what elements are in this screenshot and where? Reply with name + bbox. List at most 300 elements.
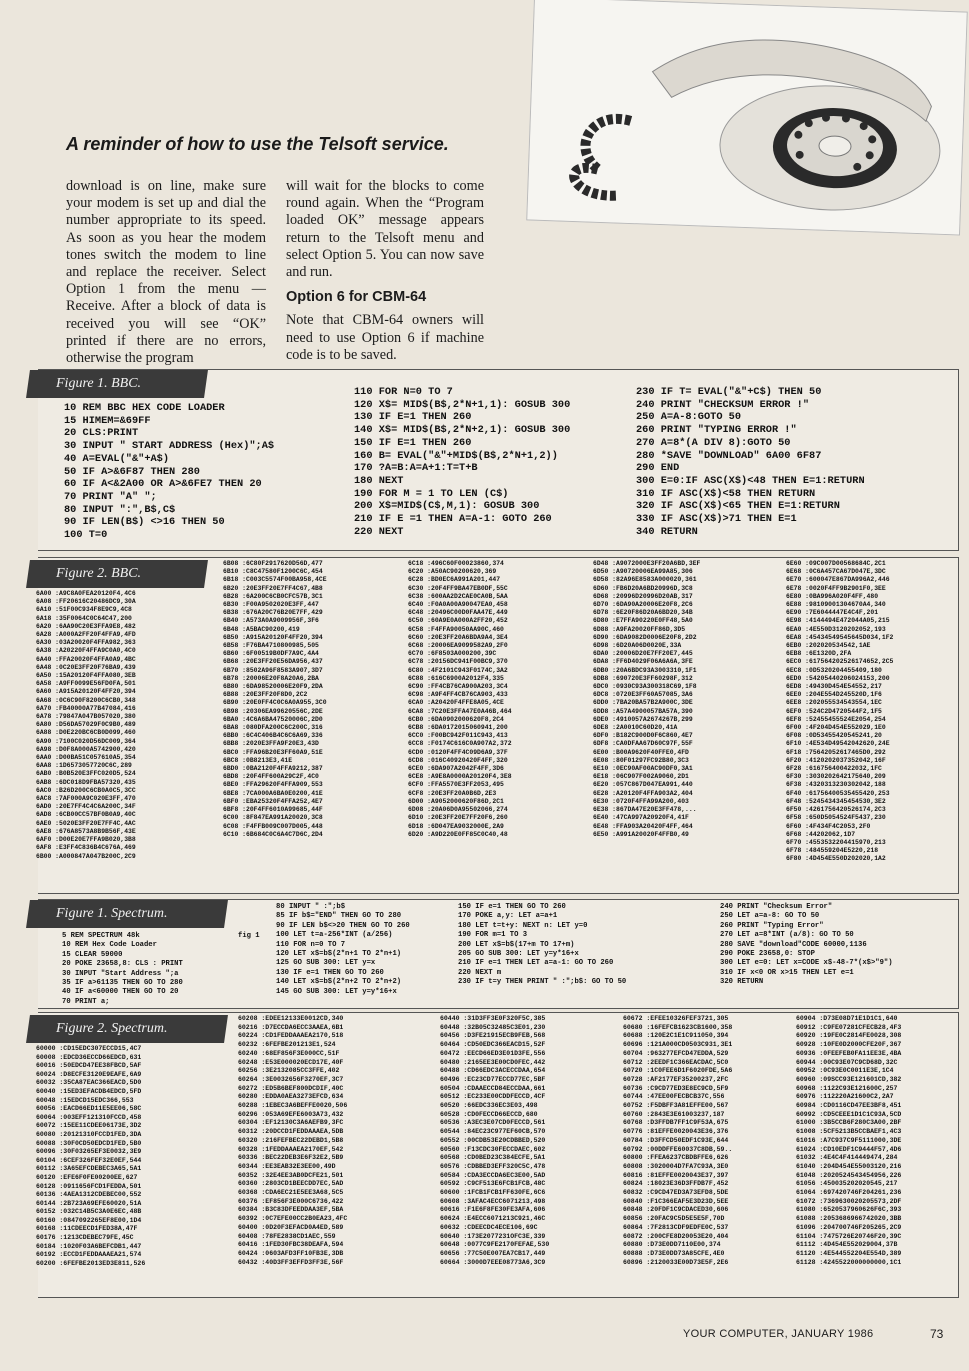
code-line: 61040 :204D454E55003120,216 <box>796 1162 902 1170</box>
code-line: 30 INPUT "Start Address ";a <box>62 969 179 978</box>
code-line: 60600 :1FCB1FCB1FF630FE,6C6 <box>440 1189 546 1197</box>
code-line: 6AE8 :676A8573A8B9B56F,43E <box>36 827 136 835</box>
code-line: 60800 :FFEA6237CBDBFFE6,626 <box>623 1154 729 1162</box>
code-line: 60928 :10FE0D2000CFE20F,367 <box>796 1041 902 1049</box>
code-line: 140 LET x$=b$(2*n+2 TO 2*n+2) <box>276 978 402 987</box>
code-line: 61128 :4245522000000000,1C1 <box>796 1258 902 1266</box>
code-line: 60280 :EDDA0AEA3273EFCD,634 <box>238 1093 344 1101</box>
code-line: 60264 :3E0032656F3270EF,3C7 <box>238 1075 344 1083</box>
code-line: 6B68 :20E3FF20E56DA956,437 <box>223 658 323 666</box>
code-line: 6A18 :35F0064C0C64C47,200 <box>36 614 132 622</box>
code-line: 60872 :200CFE8D20053E20,404 <box>623 1232 729 1240</box>
code-line: 60584 :CDA3ECCDA6EC3E00,5AD <box>440 1171 546 1179</box>
code-line: 6C48 :20496C00D0FAA47E,449 <box>408 609 508 617</box>
code-line: 60008 :EDCD36ECCD66EDCD,631 <box>36 1053 142 1061</box>
code-line: 6AD0 :20E7FF4C4C6A200C,34F <box>36 803 136 811</box>
code-line: 6BE8 :7CA000A6BA0E0200,41E <box>223 789 323 797</box>
code-line: 170 ?A=B:A=A+1:T=T+B <box>354 462 478 475</box>
figure2-spectrum-hex-col4 <box>623 1015 732 1267</box>
code-line: 6ED0 :54205440206024153,200 <box>786 674 890 682</box>
figure2-bbc-hex-col2 <box>223 560 327 839</box>
code-line: 140 X$= MID$(B$,2*N+2,1): GOSUB 300 <box>354 424 571 437</box>
code-line: 6D10 :20E3FF20E7FF20F6,260 <box>408 814 508 822</box>
code-line: 40 IF a<60000 THEN GO TO 20 <box>62 988 179 997</box>
code-line: 61032 :4E4C4F414449474,284 <box>796 1154 898 1162</box>
code-line: 6F58 :650D5054524F5437,230 <box>786 814 886 822</box>
code-line: 60496 :EC23CD77ECCD77EC,5BF <box>440 1075 546 1083</box>
code-line: 6C18 :496C60F00023860,374 <box>408 560 504 567</box>
code-line: 6AC0 :B26D200C6CB0A0C5,3CC <box>36 786 136 794</box>
code-line: 6EC8 :0D5320204455409,180 <box>786 666 882 674</box>
code-line: 60216 :D7ECCDA6ECC3AAEA,6B1 <box>238 1023 344 1031</box>
code-line: 6A70 :FB40000A77B47084,416 <box>36 704 136 712</box>
code-line: 20 CLS:PRINT <box>64 427 139 440</box>
code-line: 6AB8 :6DC018D9FBA57320,435 <box>36 778 136 786</box>
code-line: 60624 :E4ECC6071213C921,46C <box>440 1215 546 1223</box>
code-line: 6A08 :FF20616C20486DC9,30A <box>36 598 136 606</box>
code-line: 80 INPUT ":",B$,C$ <box>64 503 176 516</box>
code-line: 60848 :20FDF1C9CDACED30,606 <box>623 1206 729 1214</box>
code-line: 6E50 :A991A20020F4FFB0,49 <box>593 830 689 838</box>
code-line: 6EC0 :617564202526174652,2C5 <box>786 658 894 666</box>
code-line: 6F38 :4320313230302042,188 <box>786 781 886 789</box>
code-line: 60664 :3000D7EEE08773A6,3C9 <box>440 1258 546 1266</box>
code-line: 320 RETURN <box>720 978 764 987</box>
code-line: 6C50 :60A9E0A000A2FF20,452 <box>408 617 508 625</box>
code-line: 60248 :E53E000020ECD17E,40F <box>238 1058 344 1066</box>
code-line: 60464 :CD50EDC366EACD15,52F <box>440 1041 546 1049</box>
code-line: 6E90 :7E6044447E4C4F,201 <box>786 609 879 617</box>
code-line: 6CE8 :A9E8A0000A20120F4,3E8 <box>408 773 512 781</box>
code-line: 60552 :00CDB53E20CDBBED,520 <box>440 1136 546 1144</box>
code-line: 60128 :0911656FCD1FEDDA,501 <box>36 1182 142 1190</box>
code-line: 6C68 :20006EA9099582A9,2F0 <box>408 642 508 650</box>
telephone-photo <box>526 0 968 236</box>
figure2-bbc-hex-col1 <box>36 590 136 861</box>
code-line: 60880 :D73E0DD7110E00,374 <box>623 1241 721 1249</box>
code-line: 6C30 :20F4FF9BA47EB0DF,55C <box>408 584 508 592</box>
code-line: 6A20 :6AA90C20E3FFA9E8,482 <box>36 622 136 630</box>
code-line: 6B48 :A5BAC90200,419 <box>223 625 300 633</box>
code-line: 60656 :77C50E007EA7CB17,449 <box>440 1249 546 1257</box>
code-line: 60824 :18023E36D3FFDB7F,452 <box>623 1180 729 1188</box>
code-line: 6E38 :867DA47E20E3FF478,... <box>593 806 697 814</box>
code-line: 6B90 :20E0FF4C0C6A0A955,3C0 <box>223 699 327 707</box>
code-line: 60912 :C9FE07281CFECB28,4F3 <box>796 1023 902 1031</box>
code-line: 6D60 :FB6D20A6BD20996D,3C8 <box>593 584 693 592</box>
code-line: 60736 :C9CD77ED3E8EC9CD,5F9 <box>623 1084 729 1092</box>
code-line: 340 RETURN <box>636 525 698 538</box>
code-line: 60544 :84EC23C977EF60CB,570 <box>440 1128 546 1136</box>
code-line: 60680 :16FEFCB1623CB1600,358 <box>623 1023 733 1031</box>
code-line: 6D48 :A9072000E3FF20A6BD,3EF <box>593 560 701 567</box>
code-line: 60296 :053A69EFE6003A73,432 <box>238 1110 344 1118</box>
code-line: 60088 :30F0CD50EDCD1FED,5B0 <box>36 1139 142 1147</box>
code-line: 35 IF a>61135 THEN GO TO 280 <box>62 979 183 988</box>
code-line: 60152 :032C14B5C3A0E6EC,48B <box>36 1208 142 1216</box>
code-line: 60224 :CD1FEDDAAAEA2170,518 <box>238 1032 344 1040</box>
figure1-spectrum-code-col2 <box>276 903 410 997</box>
code-line: 60352 :32E4EE3AB0DCFE21,501 <box>238 1171 344 1179</box>
code-line: 6AF8 :E3FF4C836B4C676A,469 <box>36 844 136 852</box>
code-line: 6F80 :4D454E550D202020,1A2 <box>786 855 886 863</box>
code-line: 60160 :0847092265EF8E00,1D4 <box>36 1216 142 1224</box>
code-line: 61064 :697420746F204261,236 <box>796 1189 902 1197</box>
code-line: 60344 :EE3EAB32E3EE00,49D <box>238 1162 336 1170</box>
code-line: 60032 :35CA87EAC366EACD,5D0 <box>36 1079 142 1087</box>
code-line: 6AA8 :1D6573057720C6C,289 <box>36 762 132 770</box>
code-line: 6D50 :A90720006EA99A85,306 <box>593 568 693 576</box>
code-line: 6B28 :6A200C6CB0CFC57B,3C1 <box>223 592 323 600</box>
figure1-spectrum-panel <box>38 899 959 1009</box>
code-line: 60424 :0603AFD3FF10FB3E,3DB <box>238 1249 344 1257</box>
code-line: 60616 :F1E6F8FE30FE3AFA,606 <box>440 1206 546 1214</box>
code-line: 60504 :CDAAECCD84ECCDAA,661 <box>440 1084 546 1092</box>
code-line: 6E78 :0020F4FF9B2901F0,3EE <box>786 584 886 592</box>
figure2-spectrum-hex-col5 <box>796 1015 901 1267</box>
article-headline: A reminder of how to use the Telsoft service. <box>66 134 449 154</box>
code-line: 6AD8 :6CB00CC57BF0B0A9,40C <box>36 811 136 819</box>
code-line: 6EA8 :45434549545645D034,1F2 <box>786 633 894 641</box>
code-line: 6D68 :20996D20996D20AB,317 <box>593 592 693 600</box>
code-line: 280 *SAVE "DOWNLOAD" 6A00 6F87 <box>636 449 822 462</box>
code-line: 6C38 :600AA2D2CAE0CA0B,5AA <box>408 592 508 600</box>
code-line: 6EB0 :202020534542,1AE <box>786 642 871 650</box>
code-line: 6BA8 :080DFA200C6C200C,316 <box>223 724 323 732</box>
code-line: 6CE0 :6DA907A2042F4FF,3D6 <box>408 765 504 773</box>
code-line: 6BF0 :EBA25320F4FFA252,4E7 <box>223 797 323 805</box>
code-line: 6E08 :80F01297FC92B80,3C3 <box>593 756 689 764</box>
code-line: 60720 :1C0FEE6D1F6020FDE,5A6 <box>623 1067 733 1075</box>
code-line: 60792 :00DDFFE60037C8DB,59.. <box>623 1145 733 1153</box>
code-line: 70 PRINT "A" "; <box>64 490 157 503</box>
figure2-spectrum-hex-col3 <box>440 1015 549 1267</box>
code-line: 60144 :2B723A69EFE60020,51A <box>36 1199 142 1207</box>
code-line: 60696 :121A000CD0503C931,3E1 <box>623 1041 733 1049</box>
code-line: 250 A=A-8:GOTO 50 <box>636 411 742 424</box>
code-line: 6D88 :A9FA20020FF86D,3D5 <box>593 625 686 633</box>
code-line: 330 IF ASC(X$)>71 THEN E=1 <box>636 513 797 526</box>
code-line: 6C88 :616C6900A2012F4,335 <box>408 674 504 682</box>
code-line: 6F28 :616756400422032,1FC <box>786 765 882 773</box>
code-line: 60816 :81EFFE0020043E37,397 <box>623 1171 729 1179</box>
code-line: 6AE0 :5020E3FF20E7FF4C,4AC <box>36 819 136 827</box>
code-line: 190 FOR M = 1 TO LEN (C$) <box>354 487 509 500</box>
code-line: 10 REM BBC HEX CODE LOADER <box>64 402 225 414</box>
code-line: 6D90 :6DA9082D0006E20F8,2D2 <box>593 633 697 641</box>
code-line: 60672 :EFEE10326FEF3721,305 <box>623 1015 729 1022</box>
code-line: 6B70 :8502A96F8583A907,3D7 <box>223 666 323 674</box>
code-line: 60408 :78FE2838CD1AEC,559 <box>238 1232 336 1240</box>
code-line: 6A58 :A9FF0099E56FD0FA,501 <box>36 680 136 688</box>
code-line: 60456 :D3FE21915ECB9FEB,568 <box>440 1032 546 1040</box>
code-line: 60080 :20121310FCCD1FED,3DA <box>36 1130 142 1138</box>
code-line: 300 LET e=0: LET x=CODE x$-48-7*(x$>"9") <box>720 959 893 968</box>
code-line: 60952 :0C93E0C0011E3E,1C4 <box>796 1067 894 1075</box>
code-line: 130 IF e=1 THEN GO TO 260 <box>276 968 384 977</box>
code-line: 60968 :1122C93E121600C,257 <box>796 1084 898 1092</box>
code-line: 6AA0 :D00BA51C057610A5,354 <box>36 754 136 762</box>
code-line: 6A50 :15A20120F4FFA080,3EB <box>36 672 136 680</box>
code-line: 60304 :EF12130C3A6AEFB9,3FC <box>238 1119 344 1127</box>
code-line: 6B30 :F00A9502020E3FF,447 <box>223 601 319 609</box>
code-line: 6DF0 :B182C900D0F6C860,4E7 <box>593 732 693 740</box>
code-line: 61024 :CD10EDF1C9444F57,4D6 <box>796 1145 902 1153</box>
code-line: 61016 :A7C937C9F5111000,3DE <box>796 1136 902 1144</box>
article-column-2 <box>286 178 484 364</box>
code-line: 205 GO SUB 300: LET y=y*16+x <box>458 950 579 959</box>
figure2-bbc-title: Figure 2. BBC. <box>56 566 142 581</box>
code-line: 60896 :2120033E00D73E5F,2E6 <box>623 1258 729 1266</box>
code-line: 60240 :68EF856F3E000CC,51F <box>238 1049 340 1057</box>
code-line: 60472 :EECD66ED3E01D3FE,556 <box>440 1049 546 1057</box>
code-line: 6E68 :0C6A457CA67D047E,3DC <box>786 568 886 576</box>
code-line: 60048 :15EDCD15EDC366,553 <box>36 1096 134 1104</box>
code-line: 6B50 :A915A20120F4FF20,394 <box>223 633 323 641</box>
code-line: 6F18 :75642052617465D0,292 <box>786 748 886 756</box>
code-line: 6EE0 :204E554D245520D,1F6 <box>786 691 882 699</box>
code-line: 6CB0 :6DA0902000620F8,2C4 <box>408 715 504 723</box>
code-line: 6E28 :A20120F4FFA903A2,404 <box>593 789 693 797</box>
code-line: 60536 :A3EC3E07CD0FECCD,561 <box>440 1119 546 1127</box>
code-line: 6EA0 :4E550D3120202052,193 <box>786 625 886 633</box>
code-line: 60440 :31D3FF3E0F320F5C,385 <box>440 1015 546 1022</box>
code-line: 310 IF x<0 OR x>15 THEN LET e=1 <box>720 968 854 977</box>
code-line: 70 PRINT a; <box>62 997 110 1006</box>
code-line: 60480 :2165EE3E00CD0FEC,442 <box>440 1058 546 1066</box>
figure2-bbc-hex-col4 <box>593 560 700 839</box>
code-line: 6DC8 :0720E3FF60A57085,3A6 <box>593 691 693 699</box>
code-line: 60944 :00C93E07C9CD68D,32C <box>796 1058 898 1066</box>
code-line: 6B58 :F76BA4710800985,505 <box>223 642 319 650</box>
code-line: 6F20 :4120202037352042,16F <box>786 756 886 764</box>
code-line: 60184 :1020F03A6BEFCDB1,447 <box>36 1242 142 1250</box>
code-line: 6DB0 :20A6BDC93A3003310,1F1 <box>593 666 697 674</box>
code-line: 250 LET a=a-8: GO TO 50 <box>720 912 820 921</box>
code-line: 230 IF T= EVAL("&"+C$) THEN 50 <box>636 386 822 398</box>
code-line: 61056 :450035202020545,217 <box>796 1180 898 1188</box>
code-line: 60688 :120E2C1E1C911050,394 <box>623 1032 729 1040</box>
figure2-bbc-hex-col3 <box>408 560 512 839</box>
code-line: 10 REM Hex Code Loader <box>62 941 157 950</box>
code-line: 60432 :40D3FF3EFFD3FF3E,56F <box>238 1258 344 1266</box>
code-line: 100 LET t=a-256*INT (a/256) <box>276 931 393 940</box>
code-line: 6B38 :676A20C76B20E7FF,429 <box>223 609 323 617</box>
figure1-spectrum-fig-tag: fig 1 <box>238 932 260 940</box>
code-line: 150 IF E=1 THEN 260 <box>354 436 472 449</box>
code-line: 6DB8 :690720E3FF60298F,312 <box>593 674 693 682</box>
figure2-bbc-panel <box>38 557 959 894</box>
code-line: 60288 :1EBEC3A6BEFFE0020,506 <box>238 1102 348 1110</box>
code-line: 6DC0 :0930C93A300318C69,1F8 <box>593 683 697 691</box>
code-line: 210 IF e=1 THEN LET a=a-1: GO TO 260 <box>458 959 614 968</box>
figure1-bbc-code-col3 <box>636 386 865 538</box>
code-line: 6CF8 :20E3FF20A0B6D,2E3 <box>408 789 497 797</box>
code-line: 6B08 :6C80F2917620D56D,477 <box>223 560 323 567</box>
code-line: 6A48 :0C20E3FF20F76BA9,439 <box>36 663 136 671</box>
code-line: 60040 :15ED3EFACDB4EDCD,5FD <box>36 1087 142 1095</box>
code-line: 60448 :32B05C32485C3E01,230 <box>440 1023 546 1031</box>
code-line: 6CD8 :016C40920420F4FF,320 <box>408 756 508 764</box>
code-line: 6E10 :0EC90AF00AC90DF0,3A1 <box>593 765 693 773</box>
code-line: 220 NEXT m <box>458 968 502 977</box>
code-line: 6E70 :600047E867DA996A2,446 <box>786 576 890 584</box>
code-line: 320 IF ASC(X$)<65 THEN E=1:RETURN <box>636 500 840 513</box>
code-line: 90 IF LEN b$<>20 THEN GO TO 260 <box>276 921 410 930</box>
figure2-spectrum-hex-col2 <box>238 1015 347 1267</box>
code-line: 6D70 :6DA90A20006E20F8,2C6 <box>593 601 693 609</box>
code-line: 180 LET t=t+y: NEXT n: LET y=0 <box>458 921 588 930</box>
code-line: 210 IF E =1 THEN A=A-1: GOTO 260 <box>354 513 552 526</box>
code-line: 60232 :6FEFBE201213E1,524 <box>238 1041 336 1049</box>
code-line: 60512 :EC233E00CDDFECCD,4CF <box>440 1093 546 1101</box>
code-line: 61048 :2020524543454956,226 <box>796 1171 902 1179</box>
code-line: 6C00 :8F847EA991A20020,3C8 <box>223 814 323 822</box>
code-line: 6BA0 :4C6A6BA47520006C,2D0 <box>223 715 323 723</box>
figure1-spectrum-code-col3 <box>458 903 626 988</box>
code-line: 6BC0 :FFA96B20E3FF60A9,51E <box>223 748 323 756</box>
code-line: 125 GO SUB 300: LET y=x <box>276 959 376 968</box>
code-line: 6C58 :F4FFA90050AA90C,460 <box>408 625 504 633</box>
code-line: 61080 :6520537960626F6C,393 <box>796 1206 902 1214</box>
code-line: 6A98 :D0F8A000A5742900,420 <box>36 745 136 753</box>
code-line: 6F70 :4553532204415970,213 <box>786 838 886 846</box>
code-line: 60560 :F13CDC30FECCDAEC,602 <box>440 1145 546 1153</box>
code-line: 6F10 :4E534D49542042620,24E <box>786 740 890 748</box>
code-line: 110 FOR N=0 TO 7 <box>354 386 453 398</box>
code-line: 60192 :ECCD1FEDDAAAEA21,574 <box>36 1251 142 1259</box>
code-line: 60632 :CDEECDC4ECE106,69C <box>440 1223 538 1231</box>
code-line: 6B10 :C8C47580F1200C6C,454 <box>223 568 323 576</box>
code-line: 60744 :47EE00FECBCB37C,556 <box>623 1093 725 1101</box>
code-line: 6DD0 :7BA20BA57B2A900C,3DE <box>593 699 693 707</box>
code-line: 60608 :3AFAC4ECC6071213,498 <box>440 1197 546 1205</box>
code-line: 6E40 :47CA997A20920F4,41F <box>593 814 689 822</box>
code-line: 6A38 :A20220F4FFA9C0A0,4C0 <box>36 647 136 655</box>
code-line: 6C20 :A50AC90200620,369 <box>408 568 497 576</box>
figure1-spectrum-title: Figure 1. Spectrum. <box>56 906 168 921</box>
code-line: 60400 :0D20F3EFACD0A4ED,589 <box>238 1223 344 1231</box>
figure1-spectrum-banner <box>26 900 228 928</box>
code-line: 60376 :EF856F3E000C6736,422 <box>238 1197 344 1205</box>
code-line: 6F68 :44202062,1D7 <box>786 830 856 838</box>
code-line: 290 END <box>636 462 680 475</box>
code-line: 220 NEXT <box>354 525 404 538</box>
code-line: 260 PRINT "Typing Error" <box>720 921 824 930</box>
code-line: 6A28 :A000A2FF20F4FFA9,4FD <box>36 631 136 639</box>
code-line: 6F78 :484559204E5220,218 <box>786 847 879 855</box>
code-line: 6DA8 :FF6D4029F06A6A6A,3FE <box>593 658 693 666</box>
code-line: 6F40 :61756400535455420,253 <box>786 789 890 797</box>
code-line: 130 IF E=1 THEN 260 <box>354 411 472 424</box>
code-line: 6B98 :20306EA99620556C,2DE <box>223 707 323 715</box>
code-line: 240 PRINT "Checksum Error" <box>720 903 833 911</box>
code-line: 6EF0 :524C2D4720544F2,1F5 <box>786 707 882 715</box>
code-line: 6BB8 :2020E3FFA9F20E3,43D <box>223 740 319 748</box>
code-line: 6EB8 :6E1320D,2FA <box>786 650 852 658</box>
figure1-bbc-title: Figure 1. BBC. <box>56 376 142 391</box>
figure2-spectrum-banner <box>26 1015 228 1043</box>
code-line: 270 A=8*(A DIV 8):GOTO 50 <box>636 436 791 449</box>
code-line: 50 IF A>&6F87 THEN 280 <box>64 465 200 478</box>
code-line: 6A10 :51F00C934F8E9C9,4C8 <box>36 606 132 614</box>
code-line: 6E18 :06C907F002A9060,2D1 <box>593 773 689 781</box>
code-line: 6C28 :BD0EC6A991A201,447 <box>408 576 501 584</box>
code-line: 270 LET a=8*INT (a/8): GO TO 50 <box>720 931 854 940</box>
code-line: 6AC8 :7AF000A9C020E3FF,470 <box>36 795 136 803</box>
code-line: 200 X$=MID$(C$,M,1): GOSUB 300 <box>354 500 540 513</box>
code-line: 6B00 :A000847A047B200C,2C9 <box>36 852 136 860</box>
figure2-bbc-hex-col5 <box>786 560 893 864</box>
code-line: 6E48 :FFA903A20420F4FF,464 <box>593 822 693 830</box>
code-line: 290 POKE 23658,0: STOP <box>720 950 815 959</box>
code-line: 60312 :20DCCD1FEDDAAAEA,5DB <box>238 1128 344 1136</box>
code-line: 6A00 :A9C8A0FEA20120F4,4C6 <box>36 590 136 597</box>
code-line: 60936 :0FEEFEB0FA11EE3E,4BA <box>796 1049 902 1057</box>
code-line: 60176 :1213CDEBEC79FE,45C <box>36 1234 134 1242</box>
code-line: 6EE8 :202055534543554,1EC <box>786 699 882 707</box>
code-line: 61000 :3B5CCB6F280C3A00,2BF <box>796 1119 902 1127</box>
code-line: 15 CLEAR 59000 <box>62 950 123 959</box>
code-line: 80 INPUT " :";b$ <box>276 903 346 911</box>
code-line: 60112 :3A65EFCDEBEC3A65,5A1 <box>36 1165 142 1173</box>
code-line: 60784 :D3FFCD50EDF1C93E,644 <box>623 1136 729 1144</box>
code-line: 190 FOR m=1 TO 3 <box>458 931 528 940</box>
code-line: 6DD8 :A57A4900057BA57A,390 <box>593 707 693 715</box>
code-line: 6D98 :6D20A06D0020E,33A <box>593 642 682 650</box>
code-line: 60856 :20FAC9C5D5E5E5F,70D <box>623 1215 725 1223</box>
code-line: 160 B= EVAL("&"+MID$(B$,2*N+1,2)) <box>354 449 558 462</box>
code-line: 6B80 :6DA98520006E20F9,2DA <box>223 683 323 691</box>
code-line: 60864 :7F2813CDF9EDFE0C,537 <box>623 1223 729 1231</box>
code-line: 6C78 :20156DC941F00BC9,370 <box>408 658 508 666</box>
code-line: 260 PRINT "TYPING ERROR !" <box>636 424 797 437</box>
code-line: 6A80 :D56DA57029F0C9B0,489 <box>36 721 136 729</box>
code-line: 6A68 :0C6C90F8200C6CB0,348 <box>36 696 136 704</box>
figure1-bbc-panel <box>38 369 959 551</box>
code-line: 6BF8 :20F4FF6010A99685,44F <box>223 806 323 814</box>
code-line: 6BE0 :FFA29620F4FFA909,553 <box>223 781 323 789</box>
code-line: 6F00 :4F204D454E552029,1E0 <box>786 724 886 732</box>
code-line: 6D08 :20A06D0A95502066,274 <box>408 806 508 814</box>
code-line: 60840 :F1C366EAF5E3D23D,5EE <box>623 1197 729 1205</box>
code-line: 60000 :CD15EDC307ECCD15,4C7 <box>36 1045 142 1052</box>
code-line: 60208 :EDEE12133E0012CD,340 <box>238 1015 344 1022</box>
code-line: 60392 :0C7EFE00CC2B0EA23,4FC <box>238 1215 348 1223</box>
code-line: 6AF0 :D00E20E7FFA9B020,3B8 <box>36 836 136 844</box>
article-column-1: download is on line, make sure your modem is set up and dial the number appropriate to its speed. As soon as you hear the modem tones switch the modem to line and replace the receiver. Select Option 1 from the menu — Receive. After a block of data is received you will see “OK” printed if there are no errors, otherwise the program <box>66 178 266 367</box>
code-line: 61008 :5CF5213B5CCBAEF1,4C3 <box>796 1128 902 1136</box>
code-line: 60416 :1FED30FBC38DEAFA,594 <box>238 1241 344 1249</box>
code-line: 60832 :C9CD47ED3A73EFD8,5DE <box>623 1189 729 1197</box>
code-line: 60320 :216FEFBEC22DEBD1,5B8 <box>238 1136 344 1144</box>
code-line: 6BD0 :0BA2120F4FFA9212,387 <box>223 765 323 773</box>
code-line: 60360 :2803CD1BEECDD7EC,5AD <box>238 1180 344 1188</box>
code-line: 6E20 :057C867D047EA991,440 <box>593 781 693 789</box>
code-line: 6CA0 :A20420F4FFE8A05,4CE <box>408 699 504 707</box>
code-line: 60016 :50EDCD47EE38FBCD,5AF <box>36 1062 142 1070</box>
code-line: 6CB8 :6DA0172015060941,200 <box>408 724 508 732</box>
code-line: 20 POKE 23658,8: CLS : PRINT <box>62 960 183 969</box>
option6-heading: Option 6 for CBM-64 <box>286 289 427 306</box>
code-line: 6A40 :FFA20020F4FFA0A9,4BC <box>36 655 136 663</box>
code-line: 6DE0 :4910057A2674267B,299 <box>593 715 693 723</box>
code-line: 200 LET x$=b$(17+m TO 17+m) <box>458 940 575 949</box>
code-line: 6D00 :A9052000620F86D,2C1 <box>408 797 504 805</box>
code-line: 280 SAVE "download"CODE 60000,1136 <box>720 940 867 949</box>
code-line: 60056 :EACD66ED11E5EE06,58C <box>36 1105 142 1113</box>
code-line: 240 PRINT "CHECKSUM ERROR !" <box>636 398 810 411</box>
